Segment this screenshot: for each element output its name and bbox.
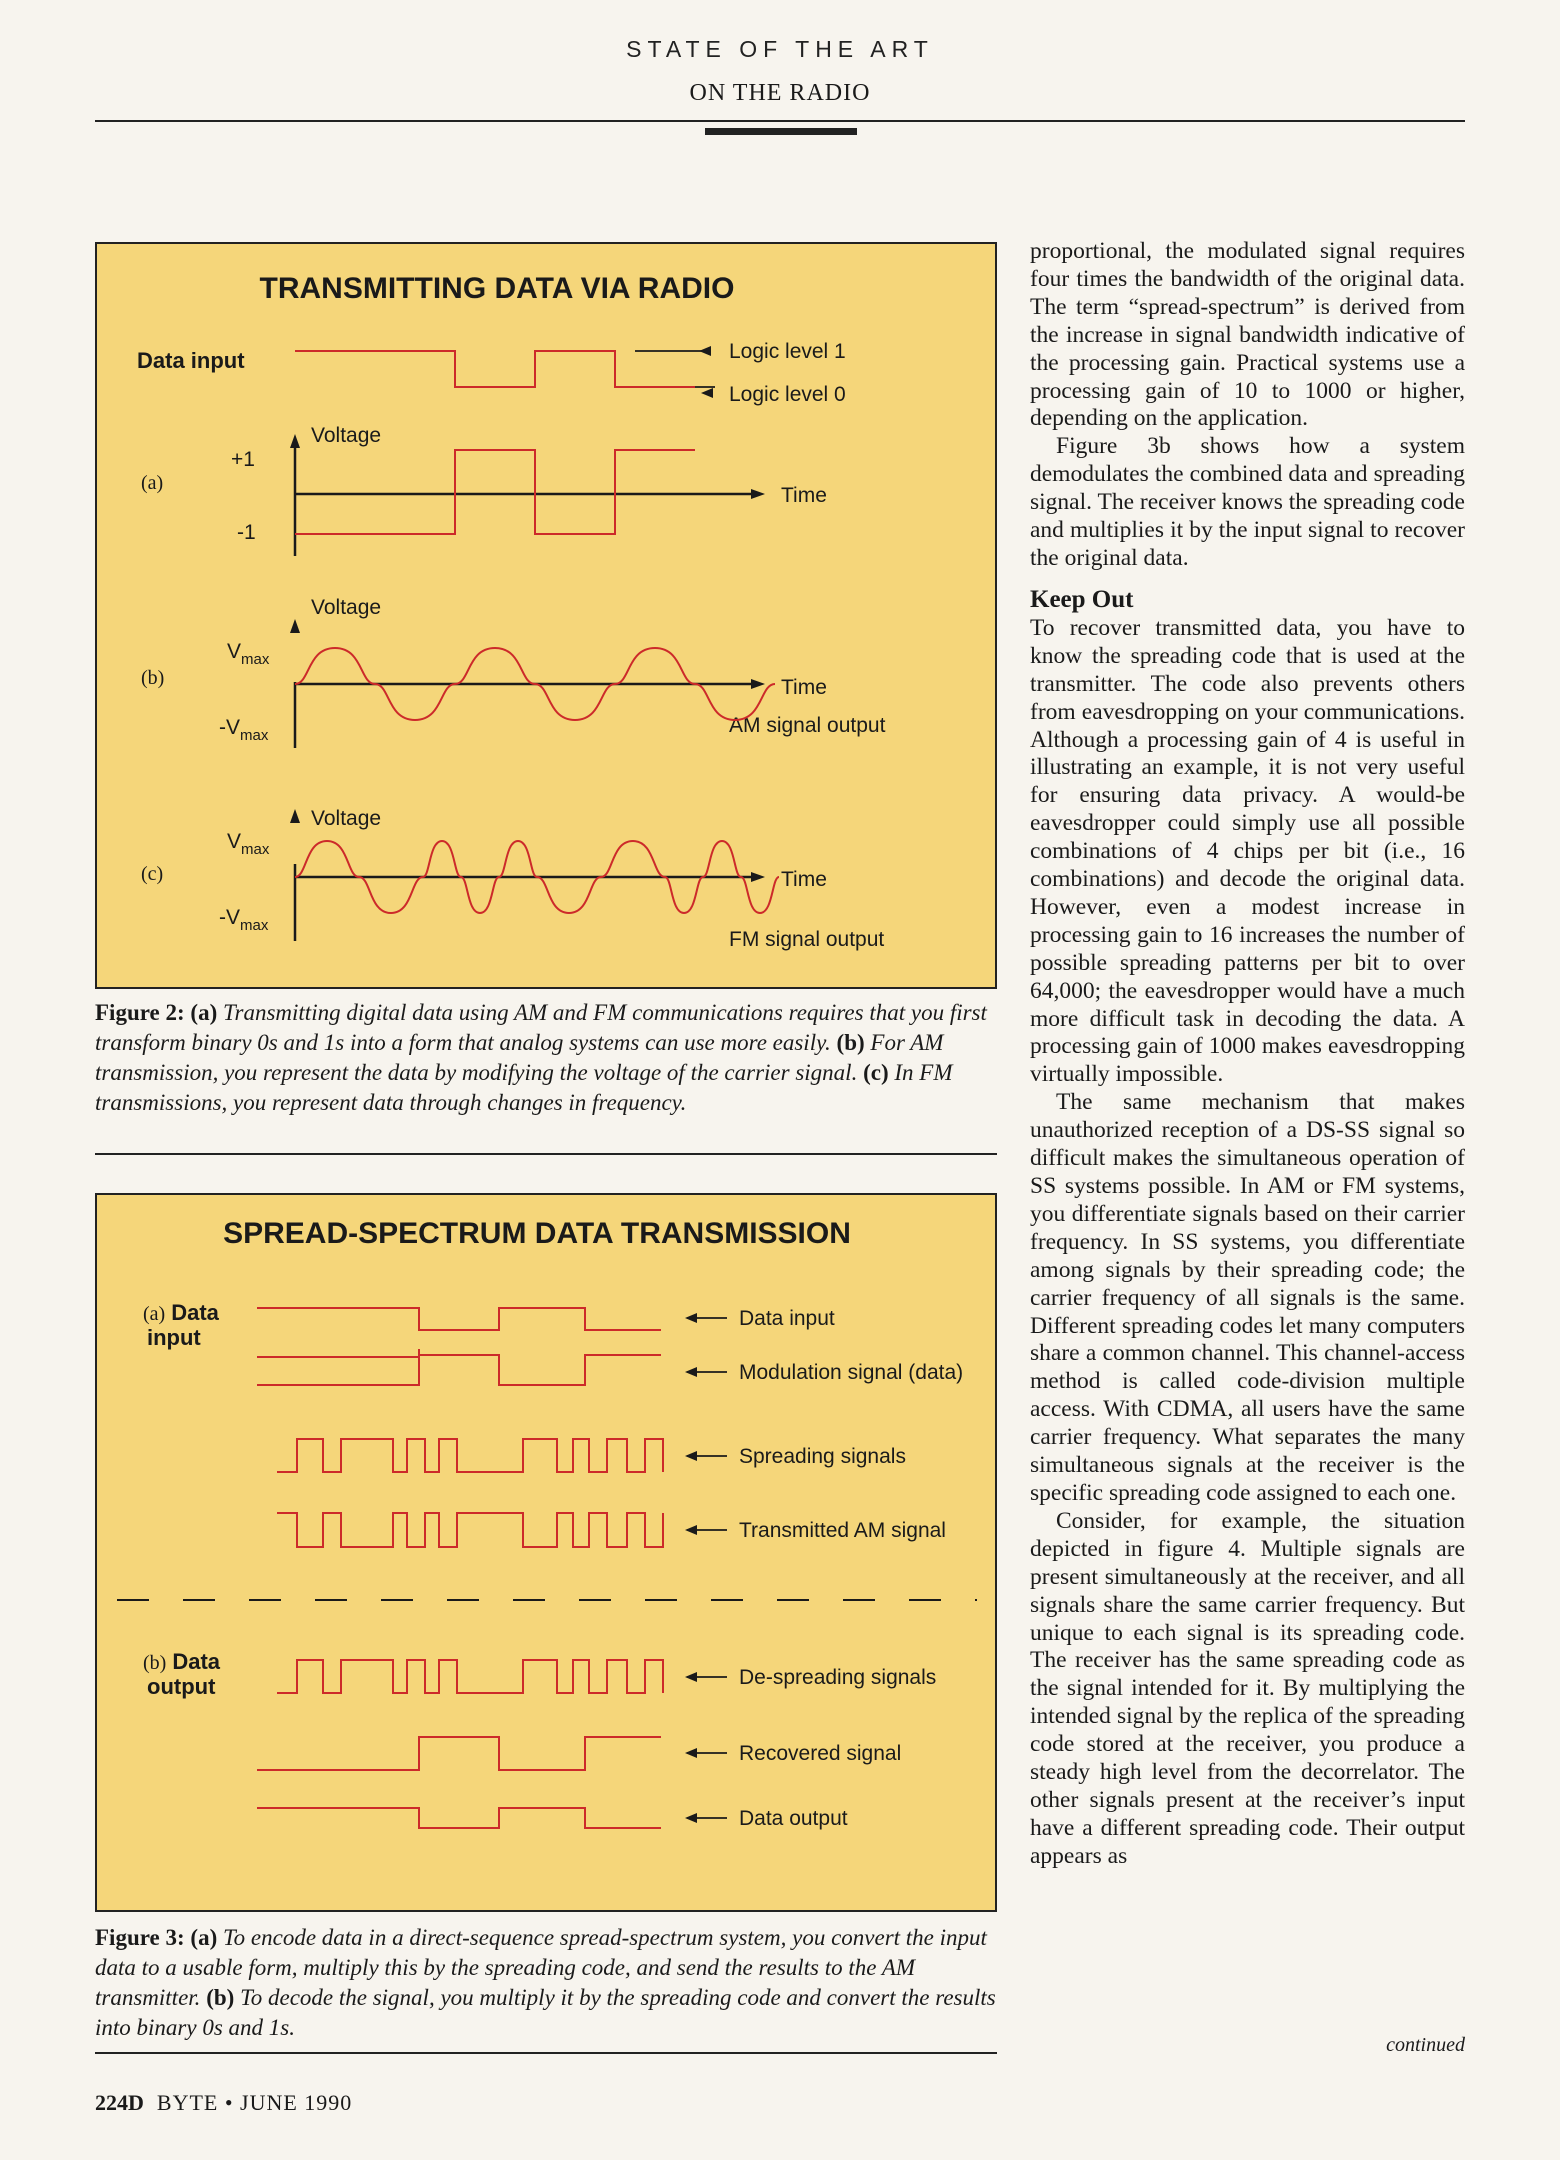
signal-label-modulation: Modulation signal (data) [739, 1361, 964, 1384]
figure-3-title: SPREAD-SPECTRUM DATA TRANSMISSION [223, 1217, 851, 1250]
figure-2-diagram [97, 244, 999, 991]
caption-rule [95, 2052, 997, 2054]
panel-c-label: (c) [141, 863, 164, 885]
voltage-label-c: Voltage [311, 807, 382, 830]
fm-output-label: FM signal output [729, 928, 885, 951]
despreading-wave [277, 1660, 663, 1693]
data-input-wave [257, 1308, 661, 1330]
signal-label-transmitted: Transmitted AM signal [739, 1519, 946, 1542]
axis-right-arrow-icon [751, 872, 765, 882]
arrow-left-icon [685, 1813, 697, 1823]
panel-a-label: (a) [141, 472, 164, 494]
panel-a-input-label: input [147, 1325, 201, 1350]
header-tab [705, 128, 857, 135]
arrow-left-icon [685, 1748, 697, 1758]
vmax-label-b: $V_{max}$ [227, 640, 270, 668]
data-input-label: Data input [137, 348, 245, 373]
panel-b-output-label: output [147, 1674, 216, 1699]
time-label-a: Time [781, 484, 827, 507]
section-header: STATE OF THE ART [626, 36, 934, 62]
figure-3-caption: Figure 3: (a) To encode data in a direct-sequence spread-spectrum system, you convert the input data to a usable form, multiply this by the spreading code, and send the results to the AM transmitter. (b) To decode the signal, you multiply it by the spreading code and convert the results into binary 0s and 1s. [95, 1925, 996, 2040]
time-label-c: Time [781, 868, 827, 891]
logic-level-0-label: Logic level 0 [729, 383, 846, 406]
bipolar-wave [295, 450, 695, 534]
axis-up-arrow-icon [290, 809, 300, 823]
arrow-left-icon [685, 1451, 697, 1461]
voltage-label-a: Voltage [311, 424, 382, 447]
neg-vmax-label-b: $-V_{max}$ [219, 716, 269, 744]
axis-right-arrow-icon [751, 679, 765, 689]
signal-label-recovered: Recovered signal [739, 1742, 902, 1765]
caption-rule [95, 1153, 997, 1155]
signal-label-data-input: Data input [739, 1307, 835, 1330]
arrow-left-icon [685, 1525, 697, 1535]
header-rule [95, 120, 1465, 122]
magazine-issue: BYTE • JUNE 1990 [156, 2090, 353, 2115]
panel-b-label: (b) [141, 667, 165, 689]
arrow-left-icon [685, 1367, 697, 1377]
logic0-arrow-icon [701, 388, 713, 398]
logic-level-1-label: Logic level 1 [729, 340, 846, 363]
neg-vmax-label-c: $-V_{max}$ [219, 906, 269, 934]
figure-3-diagram [97, 1195, 999, 1914]
signal-label-despreading: De-spreading signals [739, 1666, 937, 1689]
page-footer [95, 2090, 352, 2116]
figure-2-title: TRANSMITTING DATA VIA RADIO [259, 272, 735, 305]
page-number: 224D [95, 2090, 144, 2115]
spreading-wave [277, 1439, 663, 1472]
am-output-label: AM signal output [729, 714, 886, 737]
modulation-wave [257, 1349, 419, 1357]
plus-one-label: +1 [231, 448, 255, 471]
vmax-label-c: $V_{max}$ [227, 830, 270, 858]
minus-one-label: -1 [237, 521, 256, 544]
panel-b-data-label: (b) Data [143, 1649, 221, 1674]
logic1-arrow-icon [699, 346, 711, 356]
continued-label: continued [1386, 2034, 1465, 2056]
panel-a-data-label: (a) Data [143, 1300, 219, 1325]
paragraph: To recover transmitted data, you have to know the spreading code that is used at the transmitter. The code also prevents others from eavesdropping on your communications. Although a processing gain of 4 is useful in illustrating an example, it is not very useful for ensuring data privacy. A would-be eavesdropper could simply use all possible combinations of 4 chips per bit (i.e., 16 combinations) and decode the original data. However, even a modest increase in processing gain to 16 increases the number of possible spreading patterns per bit to over 64,000; the eavesdropper would have a much more difficult task in decoding the data. A processing gain of 1000 makes eavesdropping virtually impossible. [1030, 614, 1465, 1088]
figure-2-caption: Figure 2: (a) Transmitting digital data using AM and FM communications requires that you first transform binary 0s and 1s into a form that analog systems can use more easily. (b) For AM transmission, you represent the data by modifying the voltage of the carrier signal. (c) In FM transmissions, you represent data through changes in frequency. [95, 1000, 987, 1115]
subsection-header: ON THE RADIO [689, 80, 871, 106]
modulation-wave-main [257, 1355, 661, 1385]
axis-right-arrow-icon [751, 489, 765, 499]
paragraph: Figure 3b shows how a system demodulates the combined data and spreading signal. The receiver knows the spreading code and multiplies it by the input signal to recover the original data. [1030, 433, 1465, 571]
transmitted-wave [277, 1513, 663, 1547]
paragraph: proportional, the modulated signal requires four times the bandwidth of the original data. The term “spread-spectrum” is derived from the increase in signal bandwidth indicative of the processing gain. Practical systems use a processing gain of 10 to 1000 or higher, depending on the application. [1030, 238, 1465, 432]
axis-up-arrow-icon [290, 434, 300, 448]
time-label-b: Time [781, 676, 827, 699]
data-input-wave [295, 351, 695, 387]
figure-3 [95, 1193, 997, 1912]
figure-2 [95, 242, 997, 989]
arrow-left-icon [685, 1672, 697, 1682]
paragraph: The same mechanism that makes unauthorized reception of a DS-SS signal so difficult makes the simultaneous operation of SS systems possible. In AM or FM systems, you differentiate signals based on their carrier frequency. In SS systems, you differentiate among signals by their spreading code; the carrier frequency of all signals is the same. Different spreading codes let many computers share a common channel. This channel-access method is called code-division multiple access. With CDMA, all users have the same carrier frequency. What separates the many simultaneous signals at the receiver is the specific spreading code assigned to each one. [1030, 1089, 1465, 1506]
axis-up-arrow-icon [290, 619, 300, 633]
signal-label-spreading: Spreading signals [739, 1445, 906, 1468]
signal-label-data-output: Data output [739, 1807, 848, 1830]
paragraph: Consider, for example, the situation depicted in figure 4. Multiple signals are present simultaneously at the receiver, and all signals share the same carrier frequency. But unique to each signal is its spreading code. The receiver has the same spreading code as the signal intended for it. By multiplying the intended signal by the replica of the spreading code stored at the receiver, you produce a steady high level from the decorrelator. The other signals present at the receiver’s input have a different spreading code. Their output appears as [1030, 1507, 1465, 1869]
recovered-wave [257, 1737, 661, 1770]
section-heading: Keep Out [1030, 585, 1134, 613]
arrow-left-icon [685, 1313, 697, 1323]
voltage-label-b: Voltage [311, 596, 382, 619]
article-column [1030, 238, 1465, 1871]
data-output-wave [257, 1808, 661, 1828]
